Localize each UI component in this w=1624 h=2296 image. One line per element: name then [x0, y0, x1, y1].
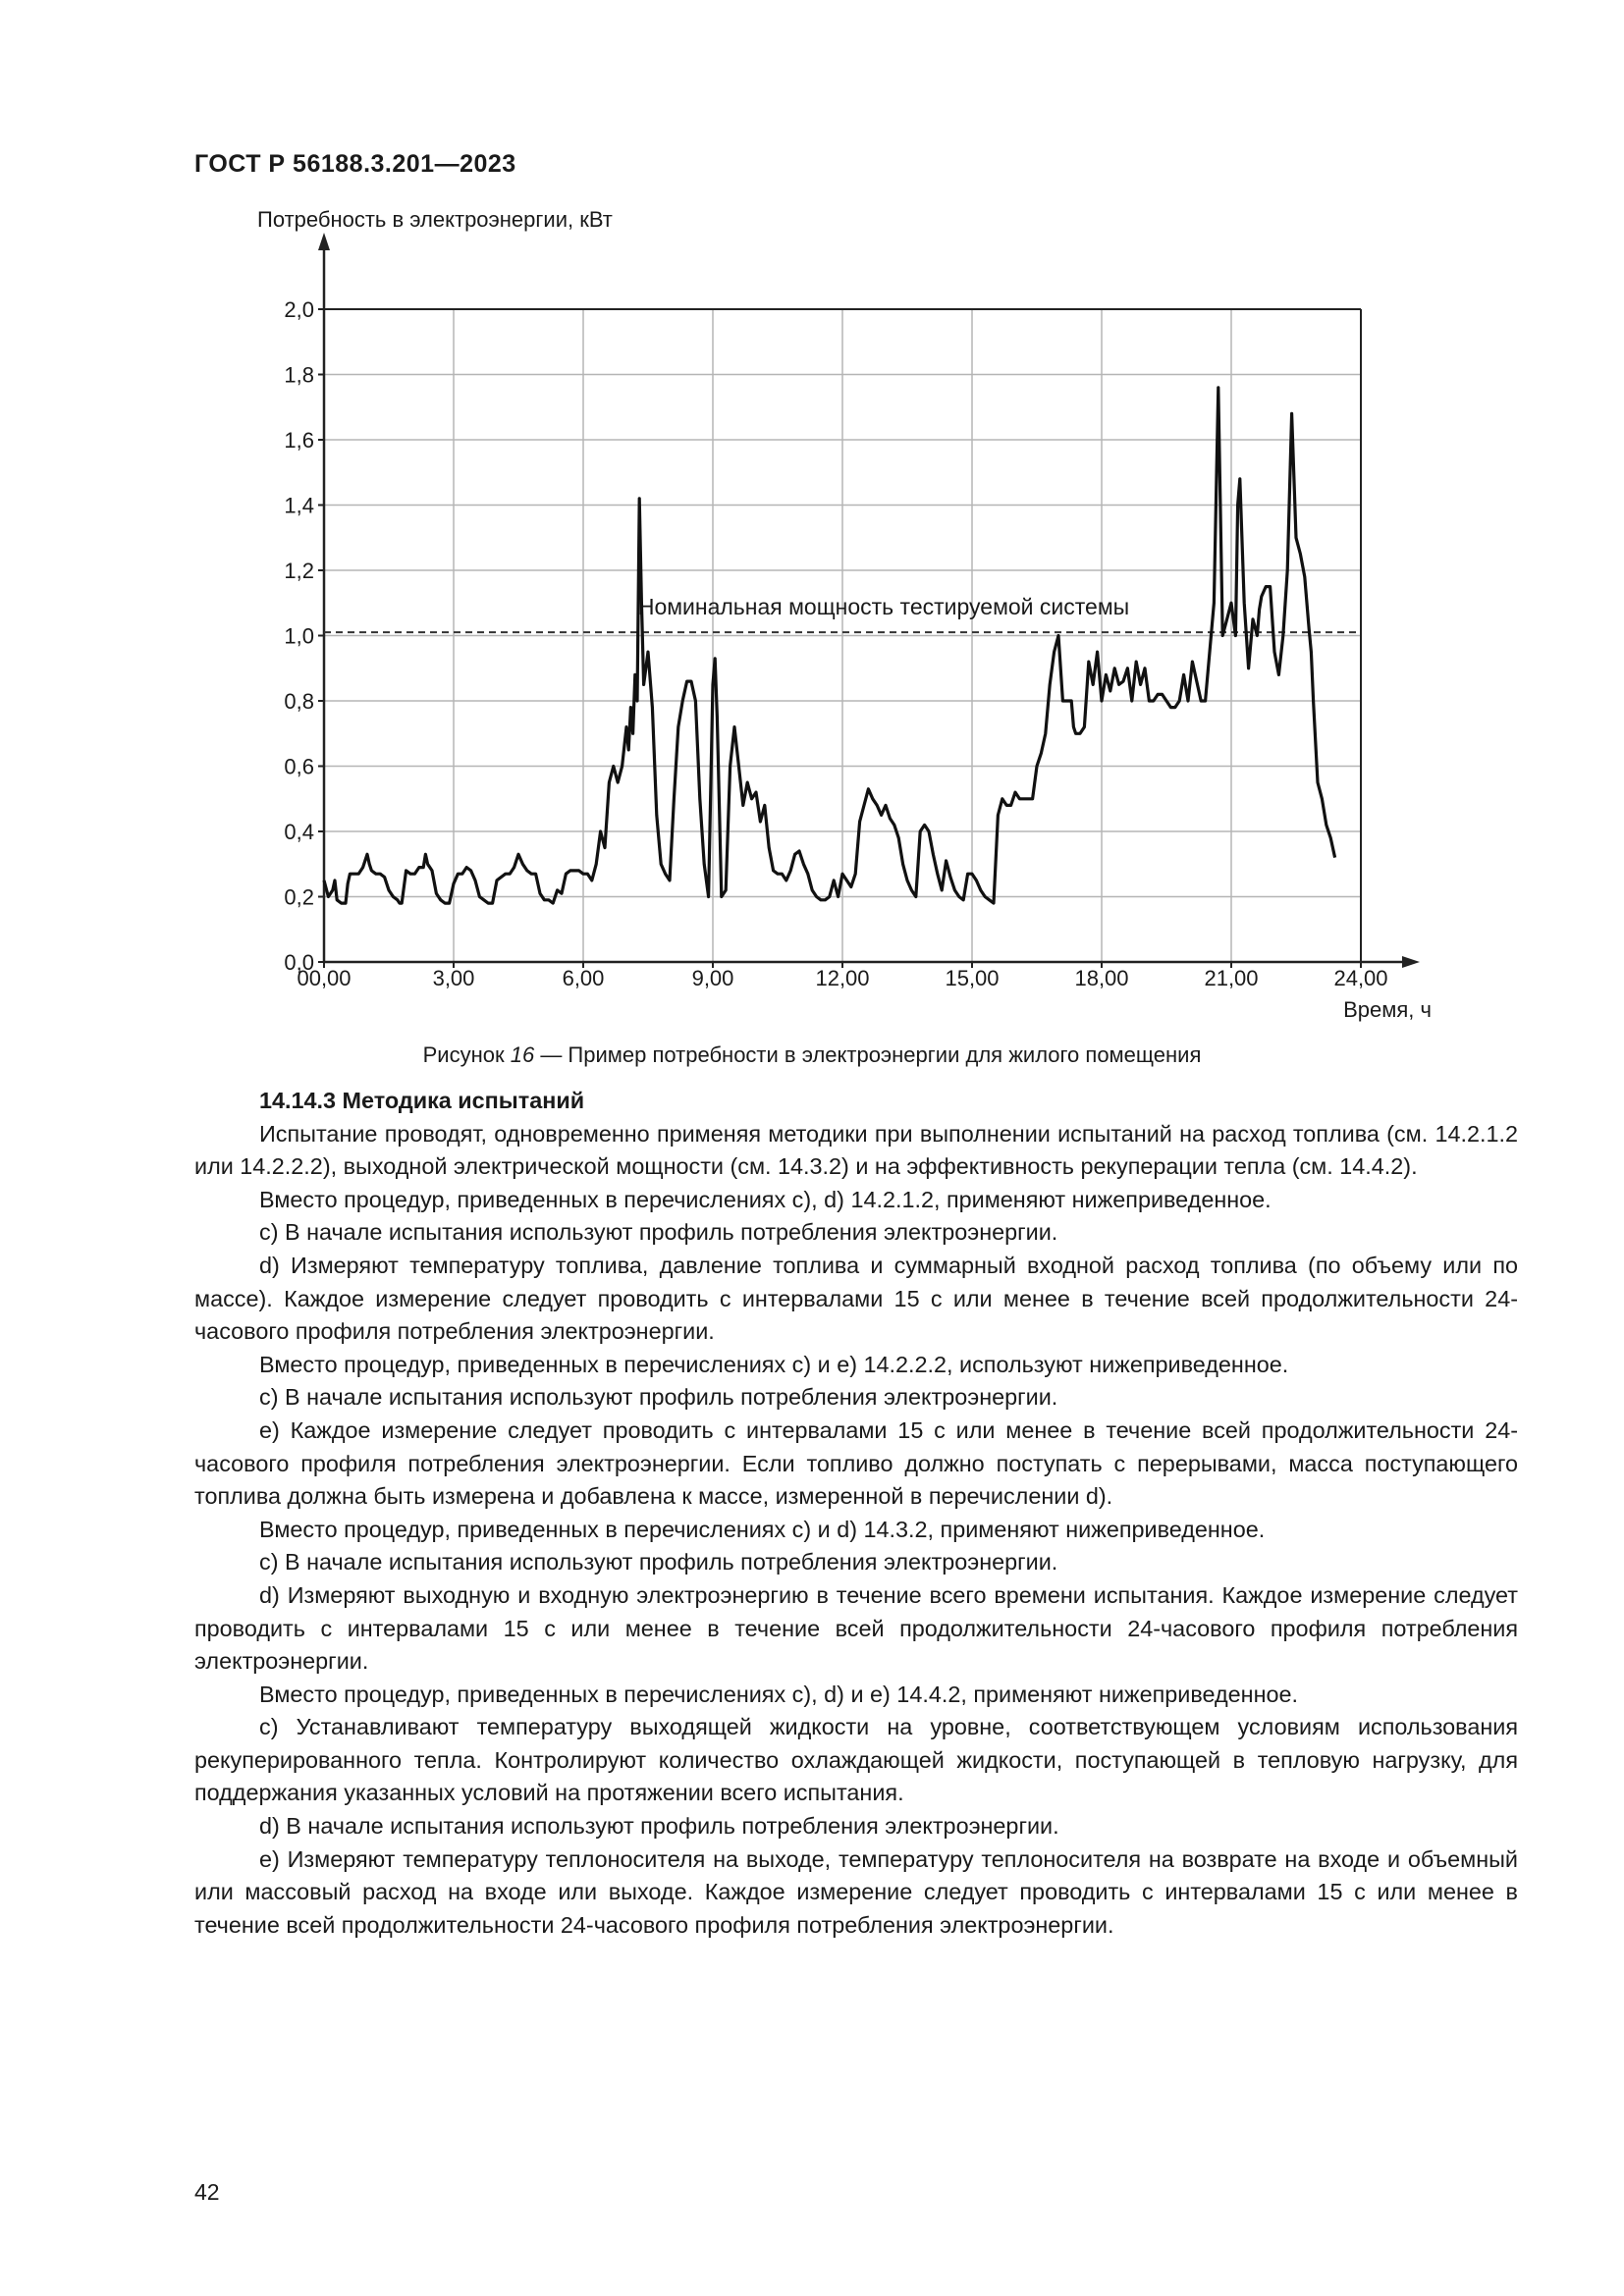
- x-axis-arrow: [1402, 956, 1420, 968]
- y-axis-title: Потребность в электроэнергии, кВт: [257, 207, 613, 232]
- caption-number: 16: [510, 1042, 535, 1067]
- section-title: 14.14.3 Методика испытаний: [259, 1088, 585, 1113]
- x-tick-label: 15,00: [945, 966, 1000, 990]
- x-axis-title: Время, ч: [1343, 997, 1432, 1022]
- list-item: c) В начале испытания используют профиль потребления электроэнергии.: [259, 1549, 1058, 1575]
- y-tick-label: 1,0: [284, 623, 314, 649]
- y-tick-label: 0,2: [284, 884, 314, 910]
- y-tick-label: 1,4: [284, 493, 314, 518]
- y-tick-label: 1,2: [284, 559, 314, 583]
- x-tick-label: 00,00: [297, 966, 352, 990]
- page-number: 42: [194, 2179, 220, 2205]
- x-tick-label: 6,00: [562, 966, 605, 990]
- paragraph: Вместо процедур, приведенных в перечислениях c), d) 14.2.1.2, применяют нижеприведенное.: [259, 1186, 1272, 1212]
- y-tick-label: 0,6: [284, 754, 314, 779]
- power-demand-chart: [257, 207, 1443, 1036]
- x-tick-label: 12,00: [815, 966, 870, 990]
- y-tick-label: 1,8: [284, 362, 314, 388]
- x-tick-label: 3,00: [432, 966, 475, 990]
- list-item: c) Устанавливают температуру выходящей жидкости на уровне, соответствующем условиям использования рекуперированного тепла. Контролируют количество охлаждающей жидкости, поступающей в тепловую нагрузку, для поддержания указанных условий на протяжении всего испытания.: [194, 1714, 1518, 1806]
- x-tick-label: 21,00: [1204, 966, 1259, 990]
- paragraph: Вместо процедур, приведенных в перечислениях c), d) и e) 14.4.2, применяют нижеприведенное.: [259, 1681, 1299, 1707]
- list-item: e) Каждое измерение следует проводить с интервалами 15 с или менее в течение всей продолжительности 24-часового профиля потребления электроэнергии. Если топливо должно поступать с перерывами, масса поступающего топлива должна быть измерена и добавлена к массе, измеренной в перечислении d).: [194, 1416, 1518, 1510]
- list-item: c) В начале испытания используют профиль потребления электроэнергии.: [259, 1219, 1058, 1246]
- paragraph: Испытание проводят, одновременно применяя методики при выполнении испытаний на расход топлива (см. 14.2.1.2 или 14.2.2.2), выходной электрической мощности (см. 14.3.2) и на эффективность рекуперации тепла (см. 14.4.2).: [194, 1120, 1518, 1180]
- x-tick-label: 24,00: [1333, 966, 1388, 990]
- caption-text: — Пример потребности в электроэнергии для жилого помещения: [534, 1042, 1202, 1067]
- figure-caption: [0, 1042, 1624, 1068]
- series-line-power-demand: [324, 388, 1335, 903]
- x-tick-label: 9,00: [691, 966, 734, 990]
- y-tick-label: 0,4: [284, 820, 314, 844]
- section-body: [194, 1085, 1518, 1942]
- list-item: d) Измеряют выходную и входную электроэнергию в течение всего времени испытания. Каждое измерение следует проводить с интервалами 15 с или менее в течение всей продолжительности 24-часового профиля потребления электроэнергии.: [194, 1581, 1518, 1675]
- x-tick-label: 18,00: [1074, 966, 1129, 990]
- document-header: ГОСТ Р 56188.3.201—2023: [194, 150, 516, 178]
- list-item: e) Измеряют температуру теплоносителя на выходе, температуру теплоносителя на возврате на входе и объемный или массовый расход на входе или выходе. Каждое измерение следует проводить с интервалами 15 с или менее в течение всей продолжительности 24-часового профиля потребления электроэнергии.: [194, 1845, 1518, 1938]
- caption-prefix: Рисунок: [422, 1042, 511, 1067]
- y-axis-arrow: [318, 233, 330, 250]
- y-tick-label: 2,0: [284, 297, 314, 322]
- paragraph: Вместо процедур, приведенных в перечислениях c) и e) 14.2.2.2, используют нижеприведенное.: [259, 1351, 1289, 1377]
- y-tick-label: 1,6: [284, 428, 314, 453]
- list-item: d) Измеряют температуру топлива, давление топлива и суммарный входной расход топлива (по объему или по массе). Каждое измерение следует проводить с интервалами 15 с или менее в течение всей продолжительности 24-часового профиля потребления электроэнергии.: [194, 1252, 1518, 1345]
- y-tick-label: 0,0: [284, 950, 314, 975]
- y-tick-label: 0,8: [284, 689, 314, 714]
- paragraph: Вместо процедур, приведенных в перечислениях c) и d) 14.3.2, применяют нижеприведенное.: [259, 1516, 1266, 1542]
- list-item: d) В начале испытания используют профиль потребления электроэнергии.: [259, 1813, 1059, 1840]
- reference-line-label: Номинальная мощность тестируемой системы: [637, 594, 1130, 620]
- list-item: c) В начале испытания используют профиль потребления электроэнергии.: [259, 1384, 1058, 1411]
- chart-svg: [257, 207, 1443, 1036]
